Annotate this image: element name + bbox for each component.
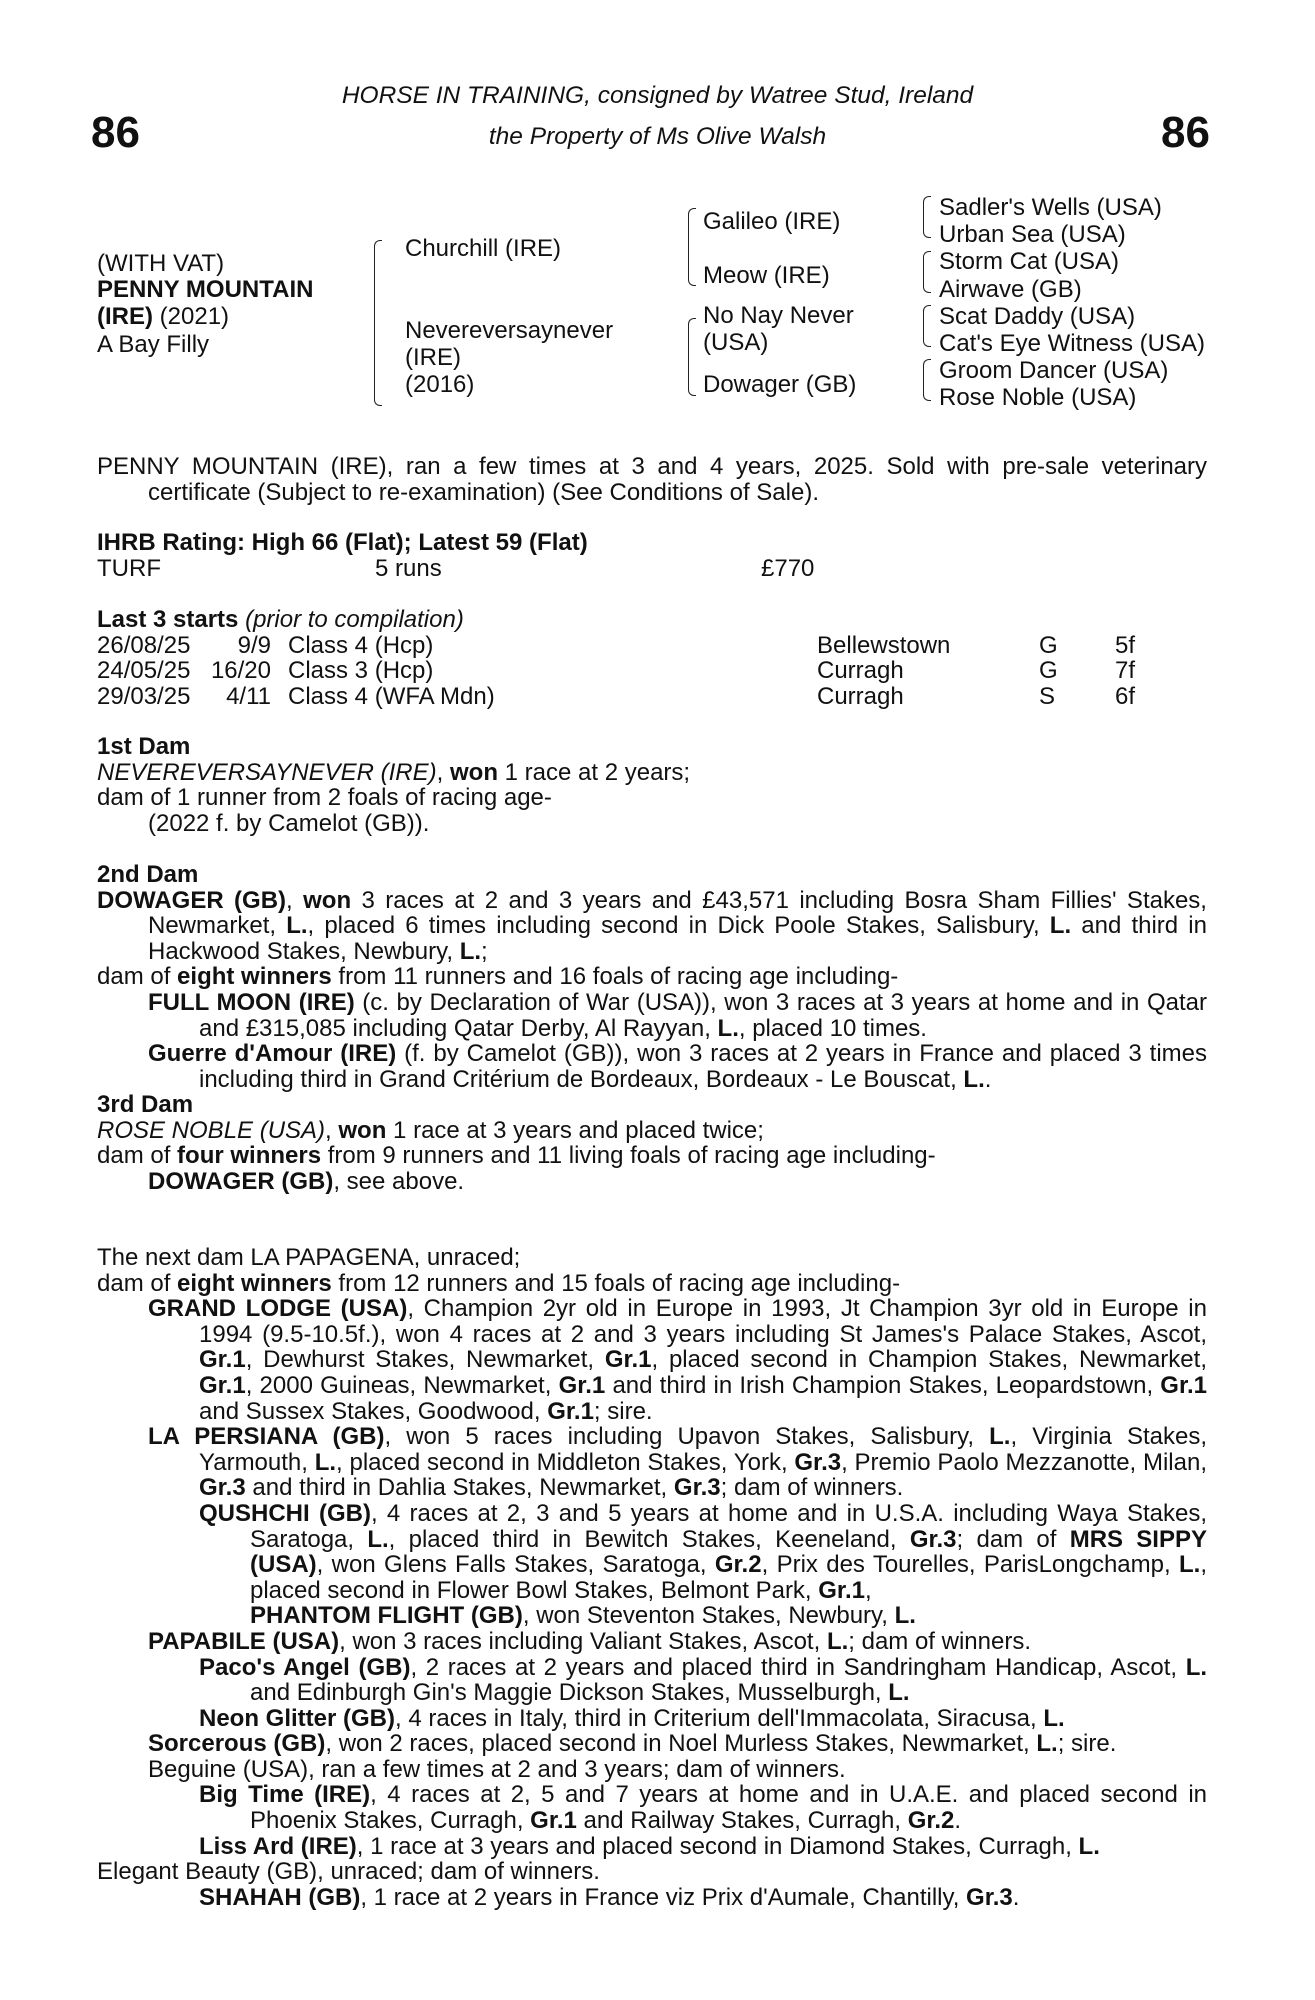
dam-year: (2016) bbox=[405, 371, 475, 398]
beguine: Beguine (USA), ran a few times at 2 and 3 years; dam of winners. bbox=[148, 1755, 846, 1783]
turf-row bbox=[97, 556, 1207, 582]
dam2-damof: dam of eight winners from 11 runners and 16 foals of racing age including- bbox=[97, 963, 899, 991]
phantom-flight: PHANTOM FLIGHT (GB), won Steventon Stakes, Newbury, L. bbox=[250, 1602, 916, 1630]
dam1-line2: dam of 1 runner from 2 foals of racing age- bbox=[97, 784, 552, 812]
dam2-offspring-1: FULL MOON (IRE) (c. by Declaration of War (USA)), won 3 races at 3 years at home and in Qatar and £315,085 including Qatar Derby, Al Rayyan, L., placed 10 times. bbox=[148, 988, 1207, 1042]
dam-name: Nevereversaynever bbox=[405, 317, 614, 344]
starts-block bbox=[97, 607, 1207, 709]
ggp-7: Groom Dancer (USA) bbox=[939, 357, 1169, 384]
papabile: PAPABILE (USA), won 3 races including Valiant Stakes, Ascot, L.; dam of winners. bbox=[148, 1627, 1032, 1655]
dam-sire: No Nay Never bbox=[703, 302, 854, 329]
vat-note: (WITH VAT) bbox=[97, 250, 225, 277]
horse-description: A Bay Filly bbox=[97, 331, 210, 358]
brace-sire bbox=[688, 208, 696, 286]
brace-gen1 bbox=[374, 240, 382, 406]
start-row bbox=[97, 684, 1207, 710]
page-title: HORSE IN TRAINING, consigned by Watree Stud, Ireland bbox=[341, 82, 974, 109]
sire-sire: Galileo (IRE) bbox=[703, 208, 841, 235]
start-going: G bbox=[1039, 657, 1058, 685]
dam-suffix: (IRE) bbox=[405, 344, 461, 371]
summary bbox=[97, 454, 1207, 505]
start-distance: 7f bbox=[1115, 657, 1136, 685]
la-persiana: LA PERSIANA (GB), won 5 races including Upavon Stakes, Salisbury, L., Virginia Stakes, Yarmouth, L., placed second in Middleton Stakes, York, Gr.3, Premio Paolo Mezzanotte, Milan, Gr.3 and third in Dahlia Stakes, Newmarket, Gr.3; dam of winners. bbox=[148, 1423, 1208, 1502]
dam3-record: ROSE NOBLE (USA), won 1 race at 3 years and placed twice; bbox=[97, 1116, 764, 1144]
surface: TURF bbox=[97, 554, 161, 582]
brace-ggp-2 bbox=[923, 251, 931, 293]
start-distance: 5f bbox=[1115, 631, 1136, 659]
brace-ggp-4 bbox=[923, 359, 931, 401]
start-distance: 6f bbox=[1115, 682, 1136, 710]
ggp-8: Rose Noble (USA) bbox=[939, 384, 1137, 411]
elegant-beauty: Elegant Beauty (GB), unraced; dam of winners. bbox=[97, 1858, 600, 1886]
start-course: Bellewstown bbox=[817, 631, 951, 659]
dam-sire-suffix: (USA) bbox=[703, 329, 769, 356]
dam3-heading: 3rd Dam bbox=[97, 1091, 194, 1118]
starts-heading: Last 3 starts (prior to compilation) bbox=[97, 606, 464, 633]
start-course: Curragh bbox=[817, 682, 904, 710]
ggp-4: Airwave (GB) bbox=[939, 276, 1082, 303]
liss-ard: Liss Ard (IRE), 1 race at 3 years and placed second in Diamond Stakes, Curragh, L. bbox=[199, 1832, 1100, 1860]
dam-dam: Dowager (GB) bbox=[703, 371, 857, 398]
start-going: S bbox=[1039, 682, 1056, 710]
grand-lodge: GRAND LODGE (USA), Champion 2yr old in Europe in 1993, Jt Champion 3yr old in Europe in 1994 (9.5-10.5f.), won 4 races at 2 and 3 years including St James's Palace Stakes, Ascot, Gr.1, Dewhurst Stakes, Newmarket, Gr.1, placed second in Champion Stakes, Newmarket, Gr.1, 2000 Guineas, Newmarket, Gr.1 and third in Irish Champion Stakes, Leopardstown, Gr.1 and Sussex Stakes, Goodwood, Gr.1; sire. bbox=[148, 1295, 1207, 1425]
qushchi: QUSHCHI (GB), 4 races at 2, 3 and 5 years at home and in U.S.A. including Waya Stakes, Saratoga, L., placed third in Bewitch Stakes, Keeneland, Gr.3; dam of MRS SIPPY (USA), won Glens Falls Stakes, Saratoga, Gr.2, Prix des Tourelles, ParisLongchamp, L., placed second in Flower Bowl Stakes, Belmont Park, Gr.1, bbox=[199, 1499, 1208, 1604]
start-course: Curragh bbox=[817, 657, 904, 685]
brace-dam bbox=[688, 318, 696, 396]
nextdam-damof: dam of eight winners from 12 runners and 15 foals of racing age including- bbox=[97, 1269, 901, 1297]
ggp-5: Scat Daddy (USA) bbox=[939, 303, 1136, 330]
start-going: G bbox=[1039, 631, 1058, 659]
ggp-2: Urban Sea (USA) bbox=[939, 221, 1126, 248]
lot-number-right: 86 bbox=[1161, 108, 1210, 157]
ggp-1: Sadler's Wells (USA) bbox=[939, 194, 1162, 221]
lot-number-left: 86 bbox=[91, 108, 140, 157]
summary-text: PENNY MOUNTAIN (IRE), ran a few times at 3 and 4 years, 2025. Sold with pre-sale veterinary certificate (Subject to re-examination) (See Conditions of Sale). bbox=[97, 453, 1207, 506]
dam2-block bbox=[97, 862, 1207, 1092]
dam1-line3: (2022 f. by Camelot (GB)). bbox=[148, 809, 430, 837]
runs: 5 runs bbox=[375, 554, 442, 582]
sire-dam: Meow (IRE) bbox=[703, 262, 830, 289]
dam2-offspring-2: Guerre d'Amour (IRE) (f. by Camelot (GB)), won 3 races at 2 years in France and placed 3 times including third in Grand Critérium de Bordeaux, Bordeaux - Le Bouscat, L.. bbox=[148, 1040, 1208, 1093]
ggp-3: Storm Cat (USA) bbox=[939, 248, 1120, 275]
rating-line: IHRB Rating: High 66 (Flat); Latest 59 (Flat) bbox=[97, 529, 588, 556]
start-position: 9/9 bbox=[237, 631, 271, 659]
dam1-heading: 1st Dam bbox=[97, 733, 191, 760]
dam3-damof: dam of four winners from 9 runners and 11 living foals of racing age including- bbox=[97, 1142, 936, 1170]
start-position: 4/11 bbox=[226, 682, 271, 710]
start-race: Class 4 (Hcp) bbox=[288, 631, 434, 659]
start-row bbox=[97, 658, 1207, 684]
dam2-record: DOWAGER (GB), won 3 races at 2 and 3 years and £43,571 including Bosra Sham Fillies' Stakes, Newmarket, L., placed 6 times including second in Dick Poole Stakes, Salisbury, L. and third in Hackwood Stakes, Newbury, L.; bbox=[97, 886, 1207, 965]
start-race: Class 4 (WFA Mdn) bbox=[288, 682, 495, 710]
nextdam-intro: The next dam LA PAPAGENA, unraced; bbox=[97, 1244, 521, 1271]
start-race: Class 3 (Hcp) bbox=[288, 657, 434, 685]
start-position: 16/20 bbox=[210, 657, 271, 685]
sire-name: Churchill (IRE) bbox=[405, 235, 562, 262]
rating-block bbox=[97, 530, 1207, 581]
dam3-block bbox=[97, 1092, 1207, 1194]
dam1-block bbox=[97, 734, 1207, 836]
dam2-heading: 2nd Dam bbox=[97, 861, 199, 888]
start-date: 24/05/25 bbox=[97, 657, 191, 685]
big-time: Big Time (IRE), 4 races at 2, 5 and 7 years at home and in U.A.E. and placed second in Phoenix Stakes, Curragh, Gr.1 and Railway Stakes, Curragh, Gr.2. bbox=[199, 1781, 1207, 1835]
earnings: £770 bbox=[761, 554, 815, 582]
dam1-line1: NEVEREVERSAYNEVER (IRE), won 1 race at 2 years; bbox=[97, 758, 691, 786]
horse-name: PENNY MOUNTAIN bbox=[97, 276, 314, 303]
brace-ggp-3 bbox=[923, 305, 931, 347]
pacos-angel: Paco's Angel (GB), 2 races at 2 years and placed third in Sandringham Handicap, Ascot, L. and Edinburgh Gin's Maggie Dickson Stakes, Musselburgh, L. bbox=[199, 1653, 1208, 1707]
brace-ggp-1 bbox=[923, 196, 931, 238]
page-subtitle: the Property of Ms Olive Walsh bbox=[488, 123, 827, 150]
neon-glitter: Neon Glitter (GB), 4 races in Italy, third in Criterium dell'Immacolata, Siracusa, L. bbox=[199, 1704, 1065, 1732]
shahah: SHAHAH (GB), 1 race at 2 years in France viz Prix d'Aumale, Chantilly, Gr.3. bbox=[199, 1883, 1020, 1911]
horse-name-suffix: (IRE) (2021) bbox=[97, 303, 230, 330]
start-date: 26/08/25 bbox=[97, 631, 191, 659]
dam3-offspring-1: DOWAGER (GB), see above. bbox=[148, 1167, 465, 1195]
ggp-6: Cat's Eye Witness (USA) bbox=[939, 330, 1205, 357]
sorcerous: Sorcerous (GB), won 2 races, placed second in Noel Murless Stakes, Newmarket, L.; sire. bbox=[148, 1730, 1117, 1758]
nextdam-block bbox=[97, 1245, 1207, 1910]
start-date: 29/03/25 bbox=[97, 682, 191, 710]
start-row bbox=[97, 633, 1207, 659]
